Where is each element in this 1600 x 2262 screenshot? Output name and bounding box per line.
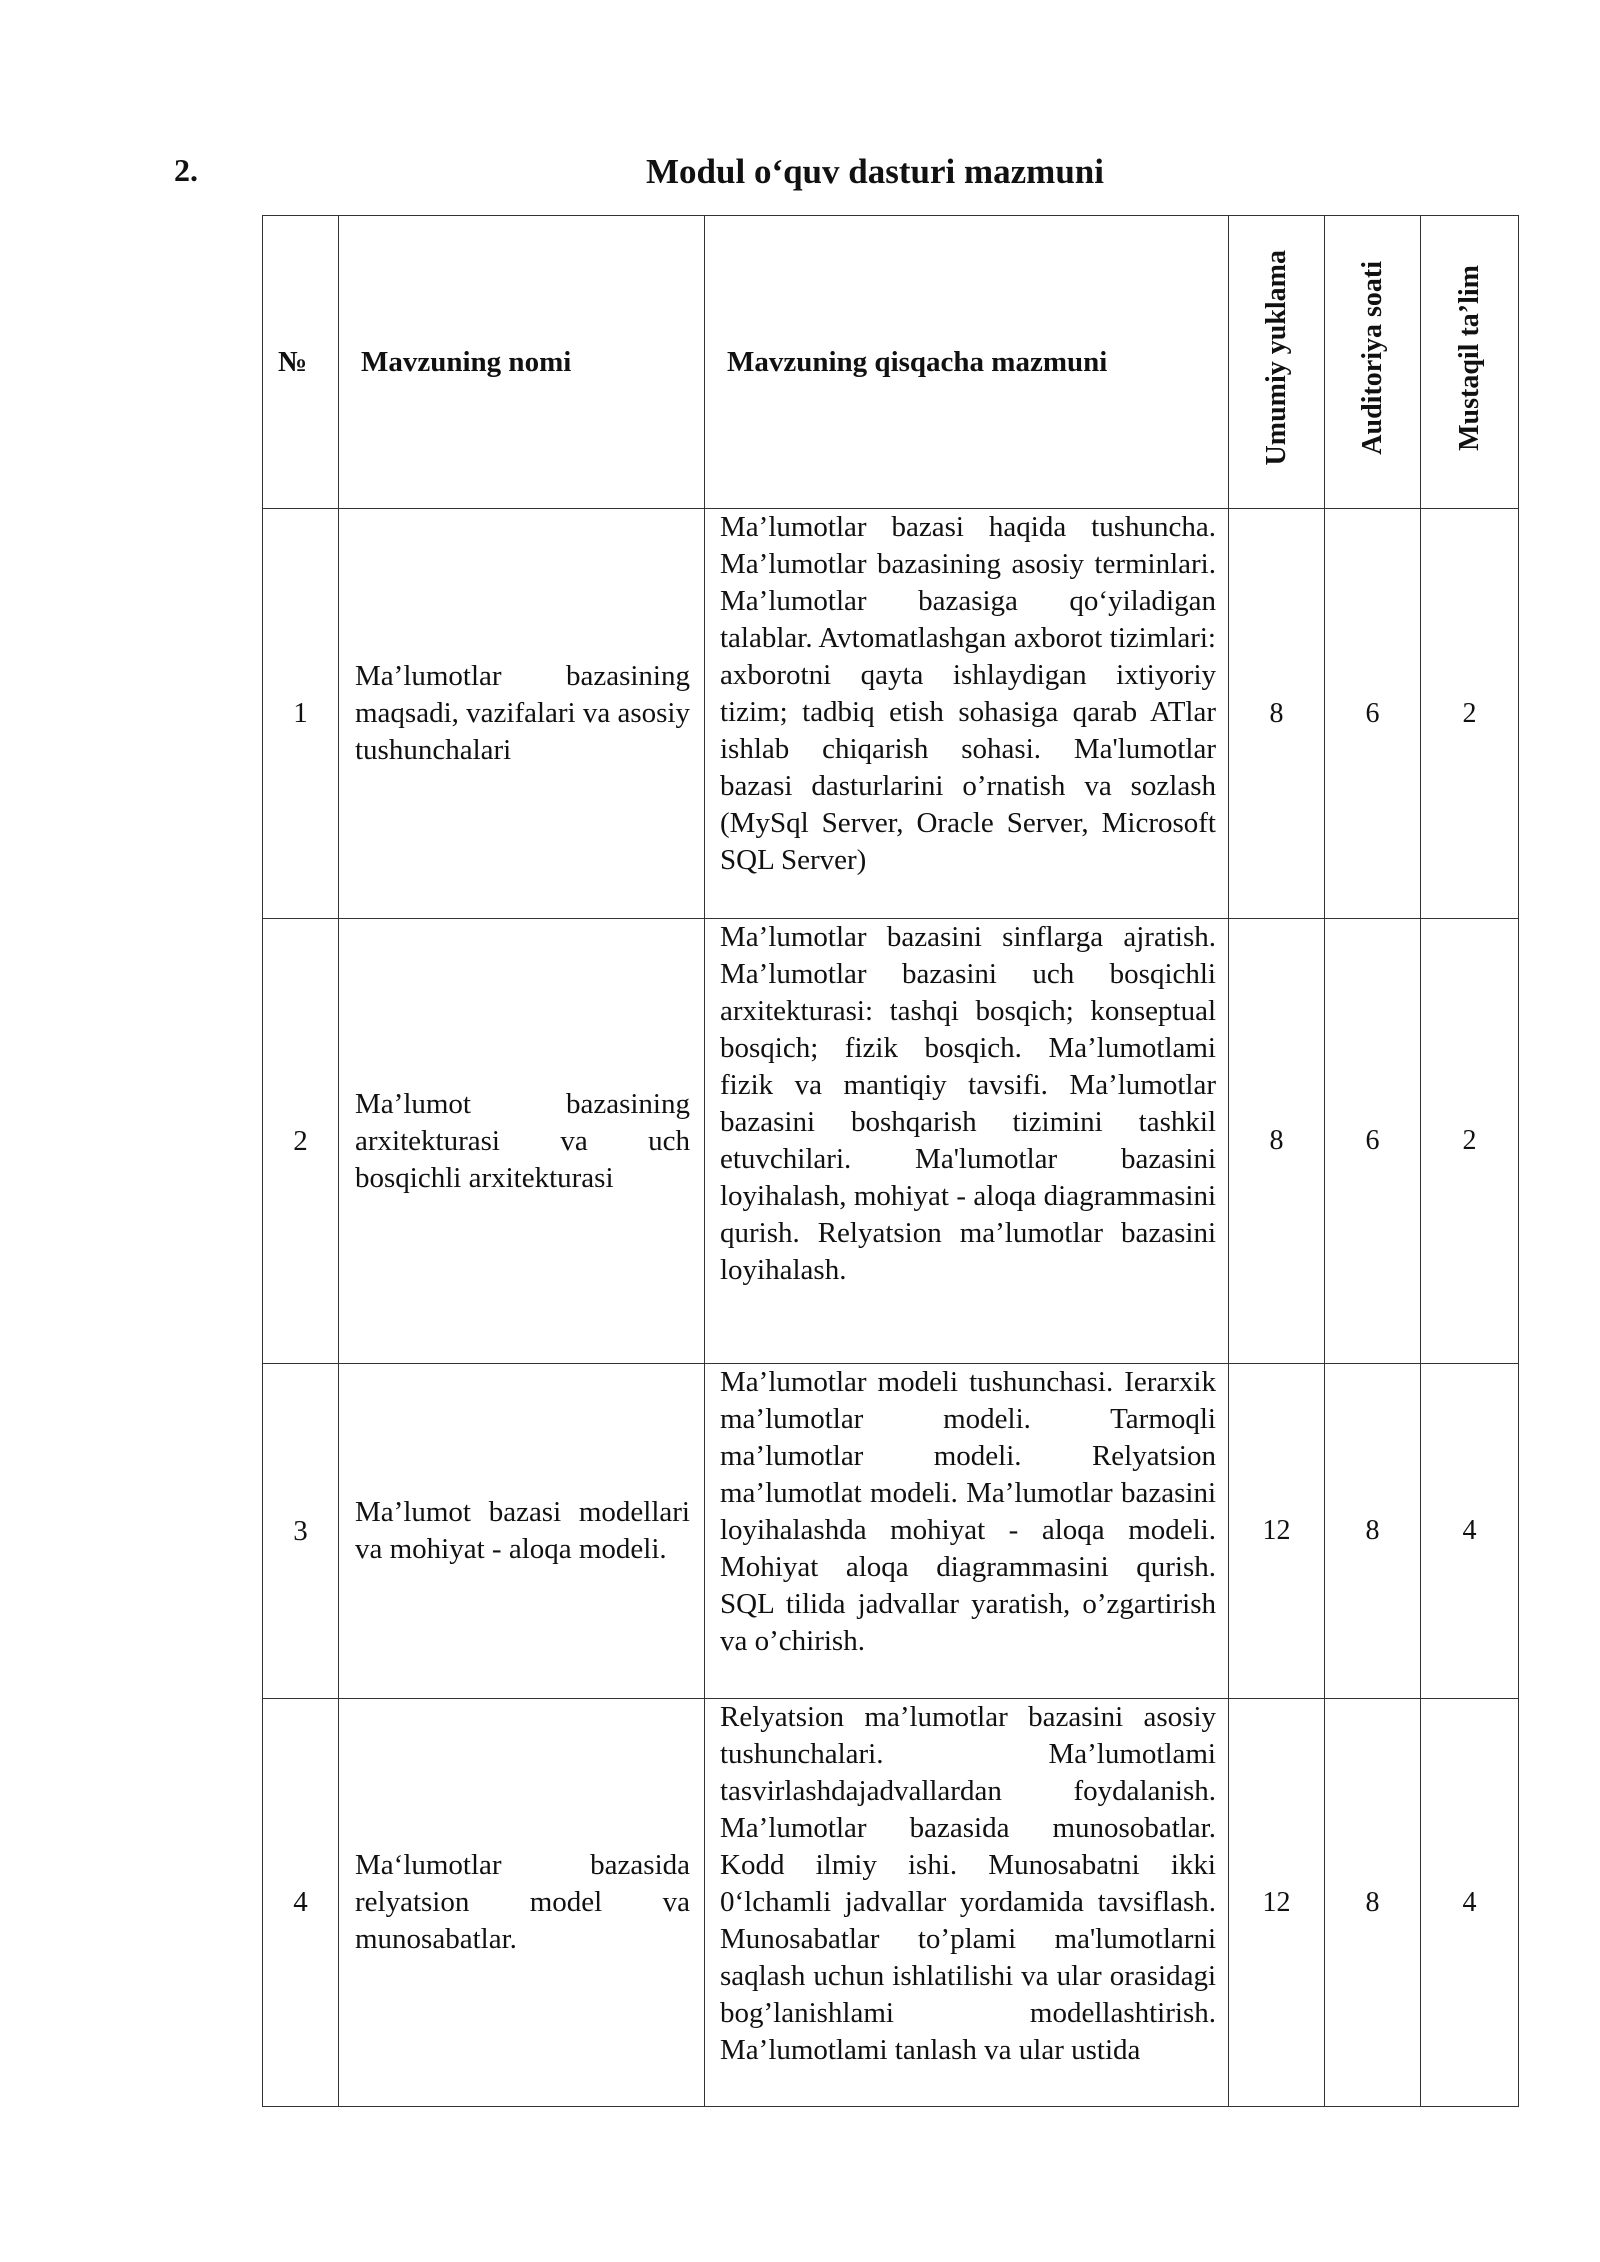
independent-study: 2 [1421, 509, 1519, 919]
row-number: 4 [263, 1699, 339, 2107]
auditorium-hours: 6 [1325, 919, 1421, 1364]
auditorium-hours: 8 [1325, 1364, 1421, 1699]
table-row [263, 509, 1519, 919]
section-title: Modul o‘quv dasturi mazmuni [646, 152, 1104, 191]
header-independent-study-label: Mustaqil ta’lim [1453, 265, 1485, 451]
total-load: 12 [1229, 1364, 1325, 1699]
topic-name: Ma’lumotlar bazasining maqsadi, vazifalari va asosiy tushunchalari [339, 509, 705, 919]
header-total-load-label: Umumiy yuklama [1260, 250, 1292, 466]
topic-summary [705, 509, 1229, 919]
table-header-row [263, 216, 1519, 509]
topic-name: Ma’lumot bazasining arxitekturasi va uch bosqichli arxitekturasi [339, 919, 705, 1364]
topic-summary-text: Relyatsion ma’lumotlar bazasini asosiy tushunchalari. Ma’lumotlami tasvirlashdajadvallardan foydalanish. Ma’lumotlar bazasida munosobatlar. Kodd ilmiy ishi. Munosabatni ikki 0‘lchamli jadvallar yordamida tavsiflash. Munosabatlar to’plami ma'lumotlarni saqlash uchun ishlatilishi va ular orasidagi bog’lanishlami modellashtirish. Ma’lumotlami tanlash va ular ustida [720, 1701, 1216, 2066]
header-auditorium-hours [1325, 216, 1421, 509]
independent-study: 2 [1421, 919, 1519, 1364]
total-load: 12 [1229, 1699, 1325, 2107]
header-independent-study [1421, 216, 1519, 509]
header-topic-summary: Mavzuning qisqacha mazmuni [705, 216, 1229, 509]
row-number: 2 [263, 919, 339, 1364]
topic-summary [705, 1364, 1229, 1699]
topic-summary-text: Ma’lumotlar bazasi haqida tushuncha. Ma’lumotlar bazasining asosiy terminlari. Ma’lumotlar bazasiga qo‘yiladigan talablar. Avtomatlashgan axborot tizimlari: axborotni qayta ishlaydigan ixtiyoriy tizim; tadbiq etish sohasiga qarab ATlar ishlab chiqarish sohasi. Ma'lumotlar bazasi dasturlarini o’rnatish va sozlash (MySql Server, Oracle Server, Microsoft SQL Server) [720, 511, 1216, 876]
topic-summary [705, 919, 1229, 1364]
independent-study: 4 [1421, 1364, 1519, 1699]
total-load: 8 [1229, 509, 1325, 919]
topic-name: Ma’lumot bazasi modellari va mohiyat - aloqa modeli. [339, 1364, 705, 1699]
topic-summary-text: Ma’lumotlar bazasini sinflarga ajratish. Ma’lumotlar bazasini uch bosqichli arxitekturasi: tashqi bosqich; konseptual bosqich; fizik bosqich. Ma’lumotlami fizik va mantiqiy tavsifi. Ma’lumotlar bazasini boshqarish tizimini tashkil etuvchilari. Ma'lumotlar bazasini loyihalash, mohiyat - aloqa diagrammasini qurish. Relyatsion ma’lumotlar bazasini loyihalash. [720, 921, 1216, 1286]
header-total-load [1229, 216, 1325, 509]
topic-summary-text: Ma’lumotlar modeli tushunchasi. Ierarxik ma’lumotlar modeli. Tarmoqli ma’lumotlar modeli. Relyatsion ma’lumotlat modeli. Ma’lumotlar bazasini loyihalashda mohiyat - aloqa modeli. Mohiyat aloqa diagrammasini qurish. SQL tilida jadvallar yaratish, o’zgartirish va o’chirish. [720, 1366, 1216, 1657]
header-auditorium-hours-label: Auditoriya soati [1356, 261, 1388, 455]
header-number: № [263, 216, 339, 509]
topic-name: Ma‘lumotlar bazasida relyatsion model va munosabatlar. [339, 1699, 705, 2107]
section-number: 2. [174, 152, 198, 188]
auditorium-hours: 6 [1325, 509, 1421, 919]
auditorium-hours: 8 [1325, 1699, 1421, 2107]
topic-summary [705, 1699, 1229, 2107]
curriculum-table [262, 215, 1519, 2107]
independent-study: 4 [1421, 1699, 1519, 2107]
total-load: 8 [1229, 919, 1325, 1364]
header-topic-name: Mavzuning nomi [339, 216, 705, 509]
table-row [263, 1364, 1519, 1699]
row-number: 3 [263, 1364, 339, 1699]
table-row [263, 1699, 1519, 2107]
table-row [263, 919, 1519, 1364]
row-number: 1 [263, 509, 339, 919]
